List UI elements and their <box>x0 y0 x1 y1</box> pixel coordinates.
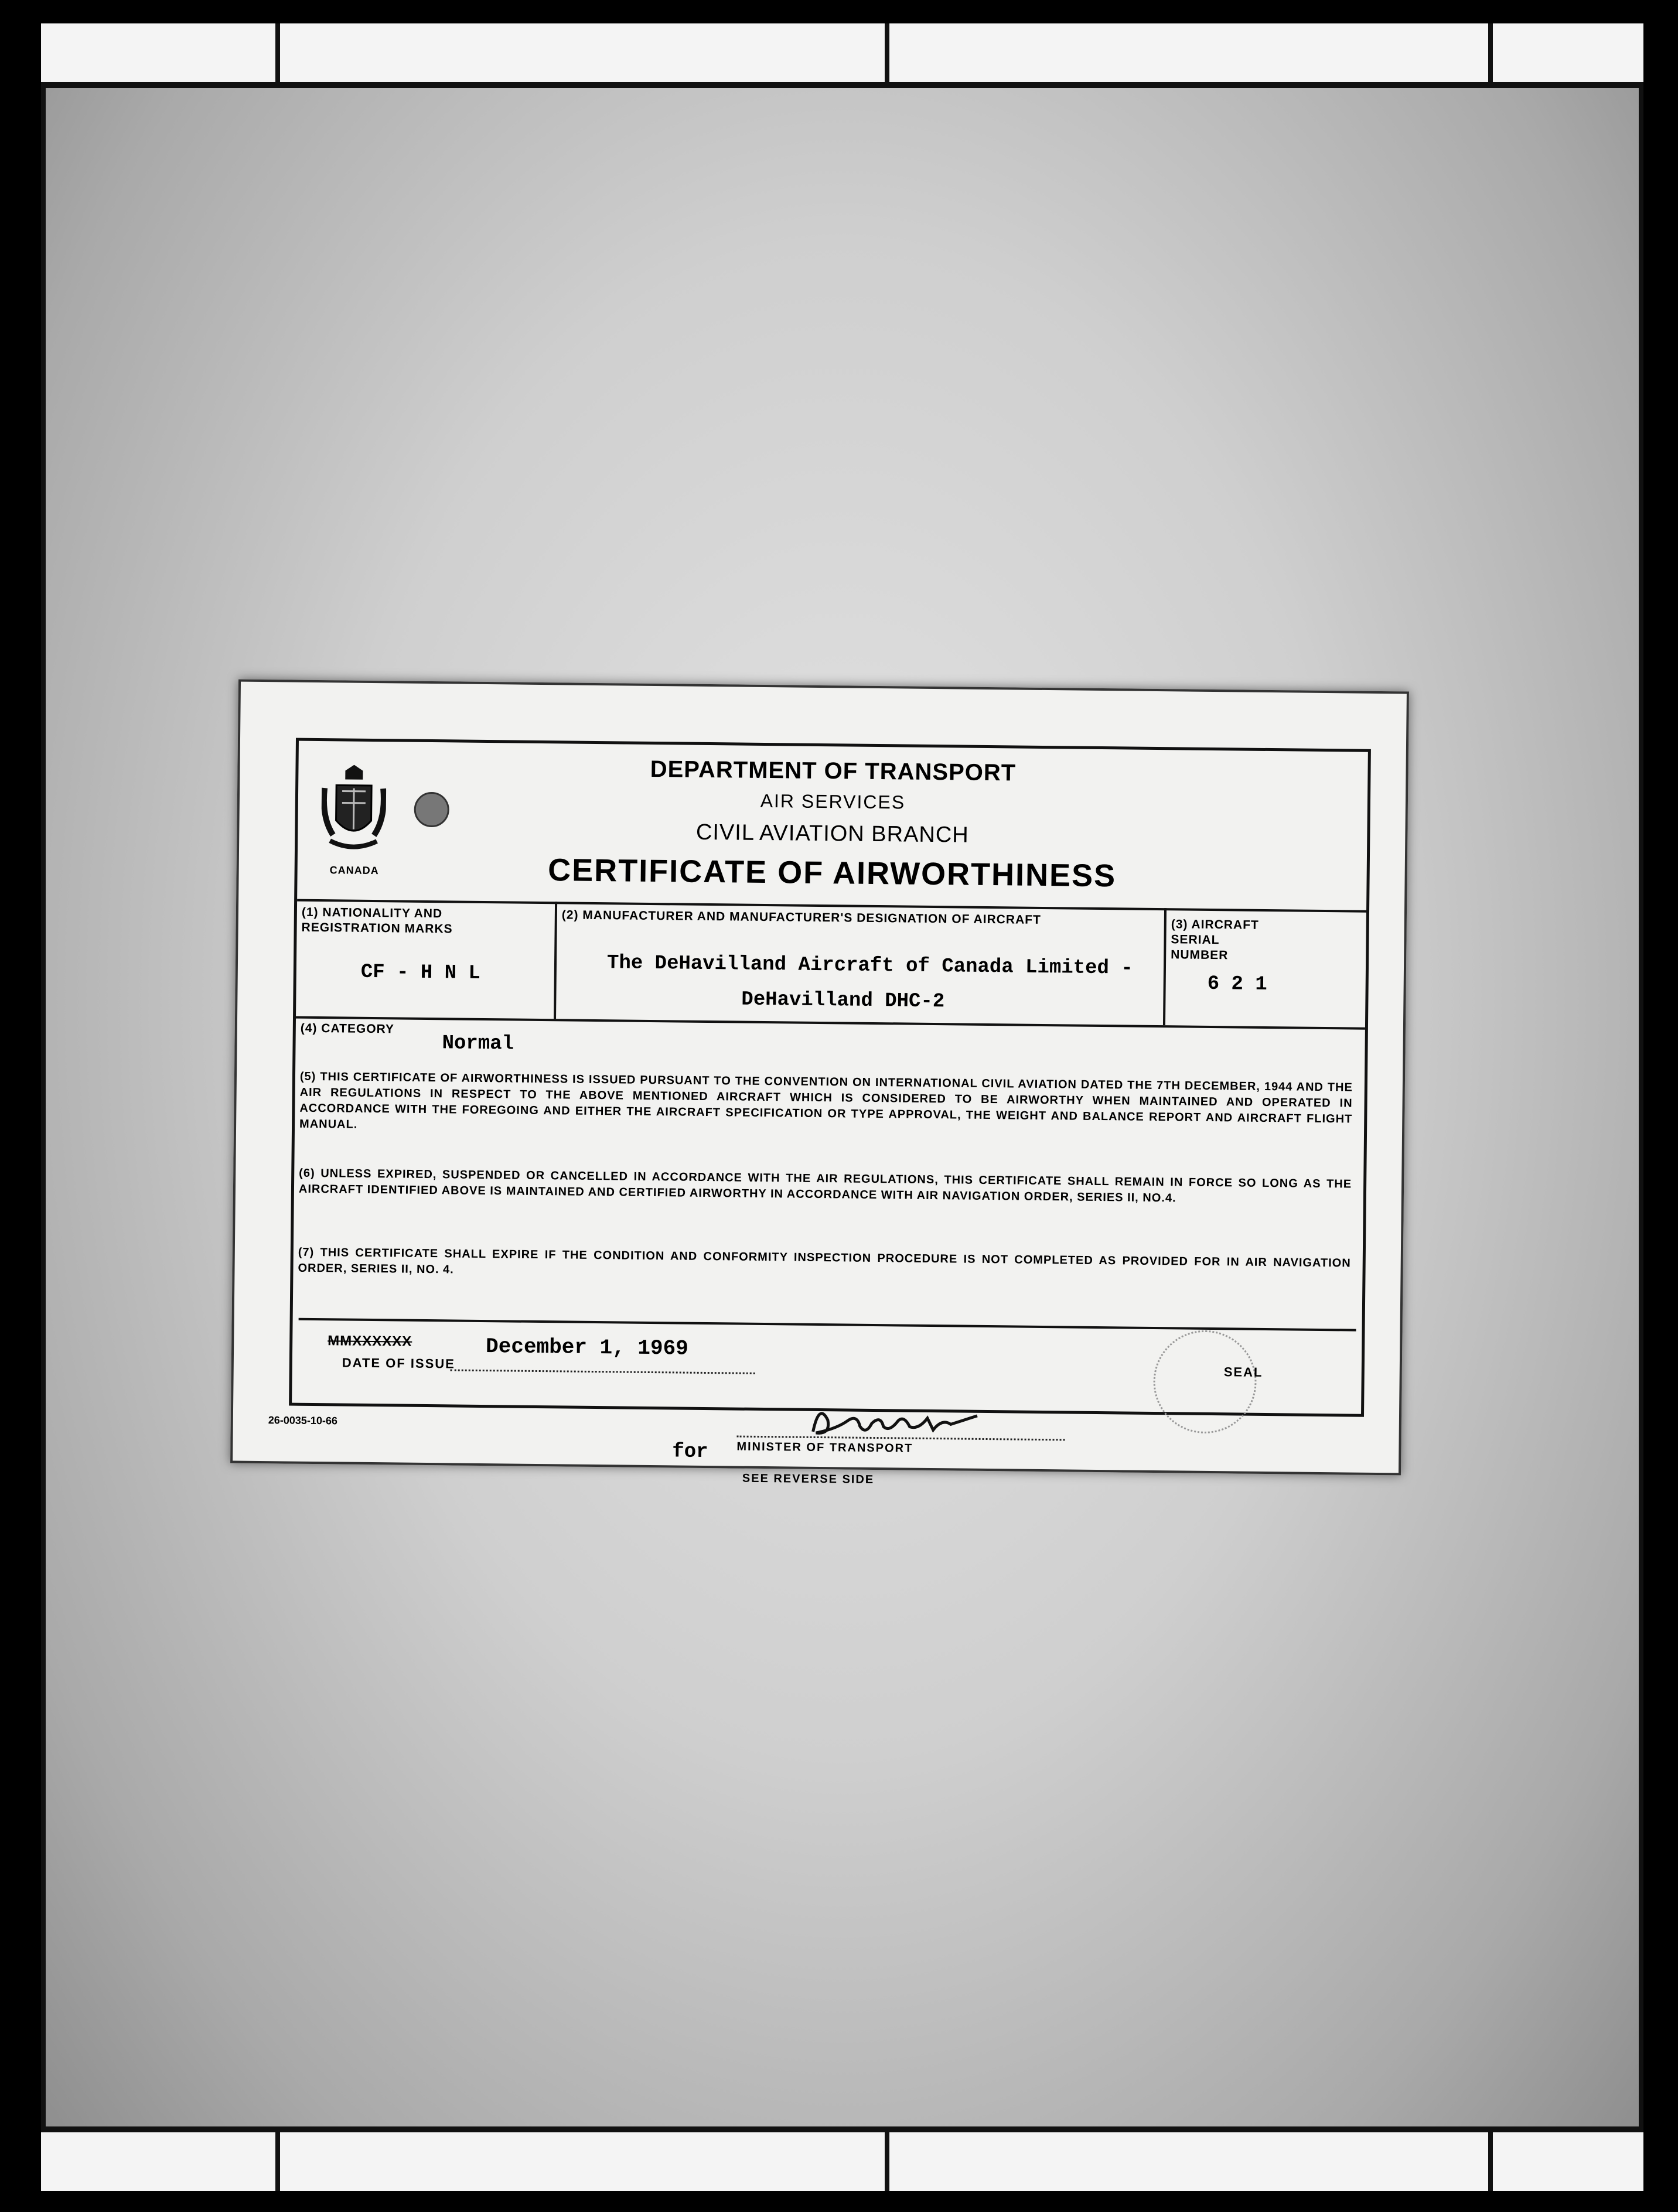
film-edge-right <box>1639 88 1643 2126</box>
film-tick <box>275 2132 280 2191</box>
seal-label: SEAL <box>1223 1364 1263 1380</box>
field-divider <box>1163 908 1167 1025</box>
seal-stamp <box>1153 1330 1257 1434</box>
date-of-issue-label: DATE OF ISSUE <box>342 1355 456 1371</box>
film-tick <box>275 23 280 82</box>
film-tick <box>885 2132 889 2191</box>
struck-text: MMXXXXXX <box>328 1333 412 1350</box>
branch-name: CIVIL AVIATION BRANCH <box>695 820 969 848</box>
crest-label: CANADA <box>329 864 379 877</box>
registration-marks: CF - H N L <box>360 961 481 985</box>
film-edge-top <box>41 23 1643 88</box>
category-label: (4) CATEGORY <box>300 1021 395 1036</box>
footer-divider <box>299 1318 1356 1332</box>
see-reverse-label: SEE REVERSE SIDE <box>742 1472 875 1487</box>
manufacturer-line-2: DeHavilland DHC-2 <box>741 988 945 1013</box>
serial-number-label: (3) AIRCRAFT SERIAL NUMBER <box>1171 917 1259 962</box>
air-services: AIR SERVICES <box>760 790 906 813</box>
film-edge-bottom <box>41 2126 1643 2191</box>
category-value: Normal <box>442 1032 514 1056</box>
certificate-title: CERTIFICATE OF AIRWORTHINESS <box>547 852 1117 894</box>
date-line <box>451 1369 755 1374</box>
film-tick <box>1488 23 1493 82</box>
paragraph-6: (6) UNLESS EXPIRED, SUSPENDED OR CANCELLED IN ACCORDANCE WITH THE AIR REGULATIONS, THIS CERTIFICATE SHALL REMAIN IN FORCE SO LONG AS THE AIRCRAFT IDENTIFIED ABOVE IS MAINTAINED AND CERTIFIED AIRWORTHY IN ACCORDANCE WITH AIR NAVIGATION ORDER, SERIES II, NO.4. <box>298 1166 1352 1205</box>
film-edge-left <box>41 88 46 2126</box>
department-name: DEPARTMENT OF TRANSPORT <box>650 756 1017 786</box>
date-of-issue: December 1, 1969 <box>485 1334 689 1361</box>
paragraph-7: (7) THIS CERTIFICATE SHALL EXPIRE IF THE CONDITION AND CONFORMITY INSPECTION PROCEDURE IS NOT COMPLETED AS PROVIDED FOR IN AIR NAVIGATION ORDER, SERIES II, NO. 4. <box>298 1245 1351 1276</box>
nationality-label: (1) NATIONALITY AND REGISTRATION MARKS <box>301 905 453 936</box>
manufacturer-label: (2) MANUFACTURER AND MANUFACTURER'S DESIGNATION OF AIRCRAFT <box>561 908 1041 927</box>
film-tick <box>885 23 889 82</box>
film-tick <box>1488 2132 1493 2191</box>
field-divider <box>554 902 557 1019</box>
form-number: 26-0035-10-66 <box>268 1414 338 1427</box>
certificate-card <box>230 680 1409 1487</box>
serial-number: 6 2 1 <box>1207 972 1267 996</box>
certificate-header <box>297 741 1368 910</box>
paragraph-5: (5) THIS CERTIFICATE OF AIRWORTHINESS IS ISSUED PURSUANT TO THE CONVENTION ON INTERNATIONAL CIVIL AVIATION DATED THE 7TH DECEMBER, 1944 AND THE AIR REGULATIONS IN RESPECT TO THE ABOVE MENTIONED AIRCRAFT WHICH IS CONSIDERED TO BE AIRWORTHY WHEN MAINTAINED AND OPERATED IN ACCORDANCE WITH THE FOREGOING AND EITHER THE AIRCRAFT SPECIFICATION OR TYPE APPROVAL, THE WEIGHT AND BALANCE REPORT AND AIRCRAFT FLIGHT MANUAL. <box>299 1070 1353 1131</box>
manufacturer-line-1: The DeHavilland Aircraft of Canada Limited - <box>606 952 1133 980</box>
fields-divider <box>296 1016 1365 1030</box>
minister-label: MINISTER OF TRANSPORT <box>736 1440 913 1455</box>
for-text: for <box>672 1440 708 1464</box>
